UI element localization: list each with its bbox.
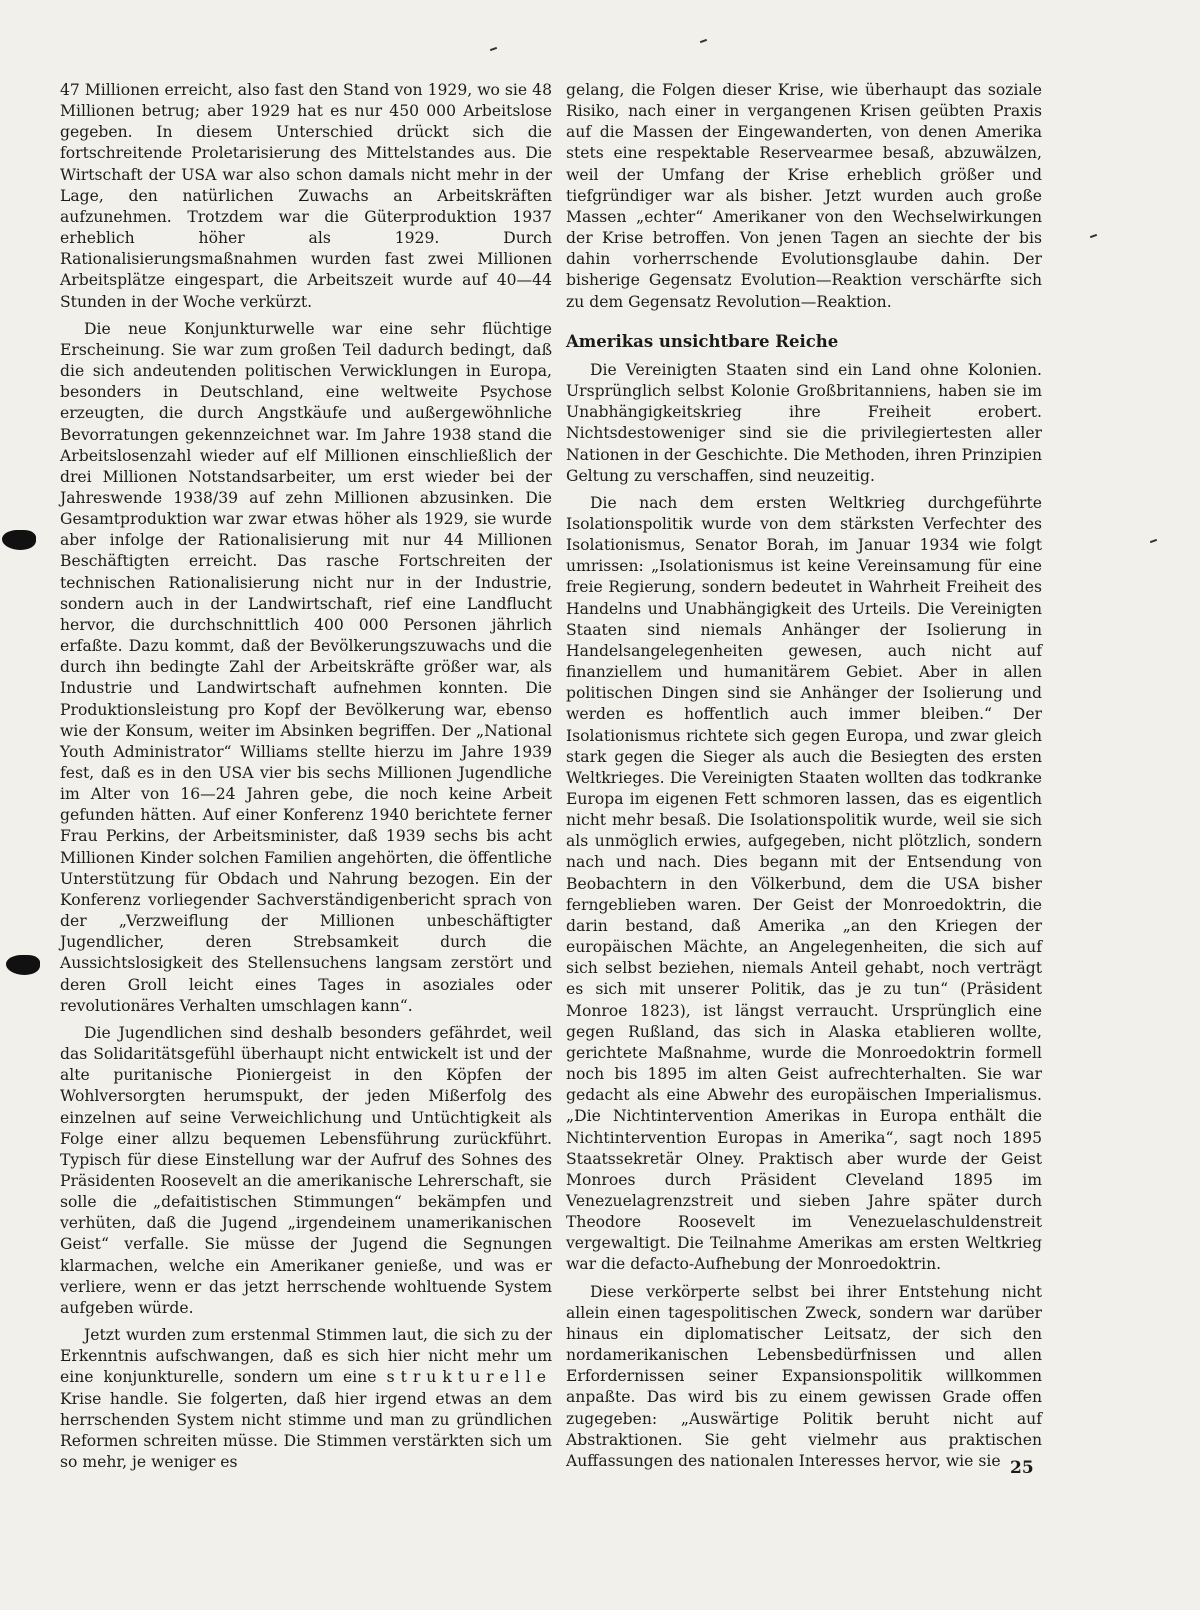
paragraph: Die Vereinigten Staaten sind ein Land ohne Kolonien. Ursprünglich selbst Kolonie Großbritanniens, haben sie im Unabhängigkeitskrieg ihre Freiheit erobert. Nichtsdestoweniger sind sie die privilegiertesten aller Nationen in der Geschichte. Die Methoden, ihren Prinzipien Geltung zu verschaffen, sind neuzeitig. — [566, 360, 1042, 485]
binder-hole-mark-bottom — [6, 955, 40, 975]
page-number: 25 — [1010, 1458, 1034, 1478]
paragraph-text: Krise handle. Sie folgerten, daß hier irgend etwas an dem herrschenden System nicht stimme und man zu gründlichen Reformen schreiten müsse. Die Stimmen verstärkten sich um so mehr, je weniger es — [60, 1389, 552, 1471]
paragraph: 47 Millionen erreicht, also fast den Stand von 1929, wo sie 48 Millionen betrug; aber 1929 hat es nur 450 000 Arbeitslose gegeben. In diesem Unterschied drückt sich die fortschreitende Proletarisierung des Mittelstandes aus. Die Wirtschaft der USA war also schon damals nicht mehr in der Lage, den natürlichen Zuwachs an Arbeitskräften aufzunehmen. Trotzdem war die Güterproduktion 1937 erheblich höher als 1929. Durch Rationalisierungsmaßnahmen wurden fast zwei Millionen Arbeitsplätze eingespart, die Arbeitszeit wurde auf 40—44 Stunden in der Woche verkürzt. — [60, 81, 552, 311]
paragraph: Die nach dem ersten Weltkrieg durchgeführte Isolationspolitik wurde von dem stärksten Verfechter des Isolationismus, Senator Borah, im Januar 1934 wie folgt umrissen: „Isolationismus ist keine Vereinsamung für eine freie Regierung, sondern bedeutet in Wahrheit Freiheit des Handelns und Unabhängigkeit des Urteils. Die Vereinigten Staaten sind niemals Anhänger der Isolierung in Handelsangelegenheiten gewesen, auch nicht auf finanziellem und humanitärem Gebiet. Aber in allen politischen Dingen sind sie Anhänger der Isolierung und werden es hoffentlich auch immer bleiben.“ Der Isolationismus richtete sich gegen Europa, und zwar gleich stark gegen die Sieger als auch die Besiegten des ersten Weltkrieges. Die Vereinigten Staaten wollten das todkranke Europa im eigenen Fett schmoren lassen, das es eigentlich nicht mehr besaß. Die Isolationspolitik wurde, weil sie sich als unmöglich erwies, aufgegeben, nicht plötzlich, sondern nach und nach. Dies begann mit der Entsendung von Beobachtern in den Völkerbund, dem die USA bisher ferngeblieben waren. Der Geist der Monroedoktrin, die darin bestand, daß Amerika „an den Kriegen der europäischen Mächte, an Angelegenheiten, die sich auf sich selbst beziehen, niemals Anteil gehabt, noch verträgt es sich mit unserer Politik, das je zu tun“ (Präsident Monroe 1823), ist längst verraucht. Ursprünglich eine gegen Rußland, das sich in Alaska etablieren wollte, gerichtete Maßnahme, wurde die Monroedoktrin formell noch bis 1895 im alten Geist aufrechterhalten. Sie war gedacht als eine Abwehr des europäischen Imperialismus. „Die Nichtintervention Amerikas in Europa enthält die Nichtintervention Europas in Amerika“, sagt noch 1895 Staatssekretär Olney. Praktisch aber wurde der Geist Monroes durch Präsident Cleveland 1895 im Venezuelagrenzstreit und sieben Jahre später durch Theodore Roosevelt im Venezuelaschuldenstreit vergewaltigt. Die Teilnahme Amerikas am ersten Weltkrieg war die defacto-Aufhebung der Monroedoktrin. — [566, 493, 1042, 1274]
paragraph: Diese verkörperte selbst bei ihrer Entstehung nicht allein einen tagespolitischen Zweck, sondern war darüber hinaus ein diplomatischer Leitsatz, der sich den nordamerikanischen Lebensbedürfnissen und allen Erfordernissen seiner Expansionspolitik willkommen anpaßte. Das wird bis zu einem gewissen Grade offen zugegeben: „Auswärtige Politik beruht nicht auf Abstraktionen. Sie geht vielmehr aus praktischen Auffassungen des nationalen Interesses hervor, wie sie — [566, 1282, 1042, 1470]
paragraph: gelang, die Folgen dieser Krise, wie überhaupt das soziale Risiko, nach einer in vergangenen Krisen geübten Praxis auf die Massen der Eingewanderten, von denen Amerika stets eine respektable Reservearmee besaß, abzuwälzen, weil der Umfang der Krise erheblich größer und tiefgründiger war als bisher. Jetzt wurden auch große Massen „echter“ Amerikaner von den Wechselwirkungen der Krise betroffen. Von jenen Tagen an siechte der bis dahin vorherrschende Evolutionsglaube dahin. Der bisherige Gegensatz Evolution—Reaktion verschärfte sich zu dem Gegensatz Revolution—Reaktion. — [566, 81, 1042, 311]
right-column — [566, 80, 1042, 1472]
paragraph — [60, 1325, 552, 1473]
scan-speck — [1150, 539, 1157, 543]
emphasized-word: strukturelle — [386, 1368, 552, 1387]
paragraph-text: Jetzt wurden zum erstenmal Stimmen laut, die sich zu der Erkenntnis aufschwangen, daß es sich hier nicht mehr um eine konjunkturelle, sondern um eine — [60, 1326, 552, 1387]
left-column — [60, 80, 552, 1473]
section-heading: Amerikas unsichtbare Reiche — [566, 331, 839, 351]
scan-speck — [700, 39, 707, 43]
scan-speck — [1090, 234, 1097, 238]
paragraph: Die neue Konjunkturwelle war eine sehr flüchtige Erscheinung. Sie war zum großen Teil dadurch bedingt, daß die sich andeutenden politischen Verwicklungen in Europa, besonders in Deutschland, eine weltweite Psychose erzeugten, die durch Angstkäufe und außergewöhnliche Bevorratungen gekennzeichnet war. Im Jahre 1938 stand die Arbeitslosenzahl wieder auf elf Millionen einschließlich der drei Millionen Notstandsarbeiter, um erst wieder bei der Jahreswende 1938/39 auf zehn Millionen abzusinken. Die Gesamtproduktion war zwar etwas höher als 1929, sie wurde aber infolge der Rationalisierung mit nur 44 Millionen Beschäftigten erreicht. Das rasche Fortschreiten der technischen Rationalisierung nicht nur in der Industrie, sondern auch in der Landwirtschaft, rief eine Landflucht hervor, die durchschnittlich 400 000 Personen jährlich erfaßte. Dazu kommt, daß der Bevölkerungszuwachs und die durch ihn bedingte Zahl der Arbeitskräfte größer war, als Industrie und Landwirtschaft aufnehmen konnten. Die Produktionsleistung pro Kopf der Bevölkerung war, ebenso wie der Konsum, weiter im Absinken begriffen. Der „National Youth Administrator“ Williams stellte hierzu im Jahre 1939 fest, daß es in den USA vier bis sechs Millionen Jugendliche im Alter von 16—24 Jahren gebe, die noch keine Arbeit gefunden hätten. Auf einer Konferenz 1940 berichtete ferner Frau Perkins, der Arbeitsminister, daß 1939 sechs bis acht Millionen Kinder solchen Familien angehörten, die öffentliche Unterstützung für Obdach und Nahrung bezogen. Ein der Konferenz vorliegender Sachverständigenbericht sprach von der „Verzweiflung der Millionen unbeschäftigter Jugendlicher, deren Strebsamkeit durch die Aussichtslosigkeit des Stellensuchens langsam zerstört und deren Groll leicht eines Tages in asoziales oder revolutionäres Verhalten umschlagen kann“. — [60, 319, 552, 1015]
paragraph: Die Jugendlichen sind deshalb besonders gefährdet, weil das Solidaritätsgefühl überhaupt nicht entwickelt ist und der alte puritanische Pioniergeist in den Köpfen der Wohlversorgten herumspukt, der jeden Mißerfolg des einzelnen auf seine Verweichlichung und Untüchtigkeit als Folge einer allzu bequemen Lebensführung zurückführt. Typisch für diese Einstellung war der Aufruf des Sohnes des Präsidenten Roosevelt an die amerikanische Lehrerschaft, sie solle die „defaitistischen Stimmungen“ bekämpfen und verhüten, daß die Jugend „irgendeinem unamerikanischen Geist“ verfalle. Sie müsse der Jugend die Segnungen klarmachen, welche ein Amerikaner genieße, und was er verliere, wenn er das jetzt herrschende wohltuende System aufgeben würde. — [60, 1023, 552, 1317]
scan-speck — [490, 47, 497, 51]
binder-hole-mark-top — [2, 530, 36, 550]
